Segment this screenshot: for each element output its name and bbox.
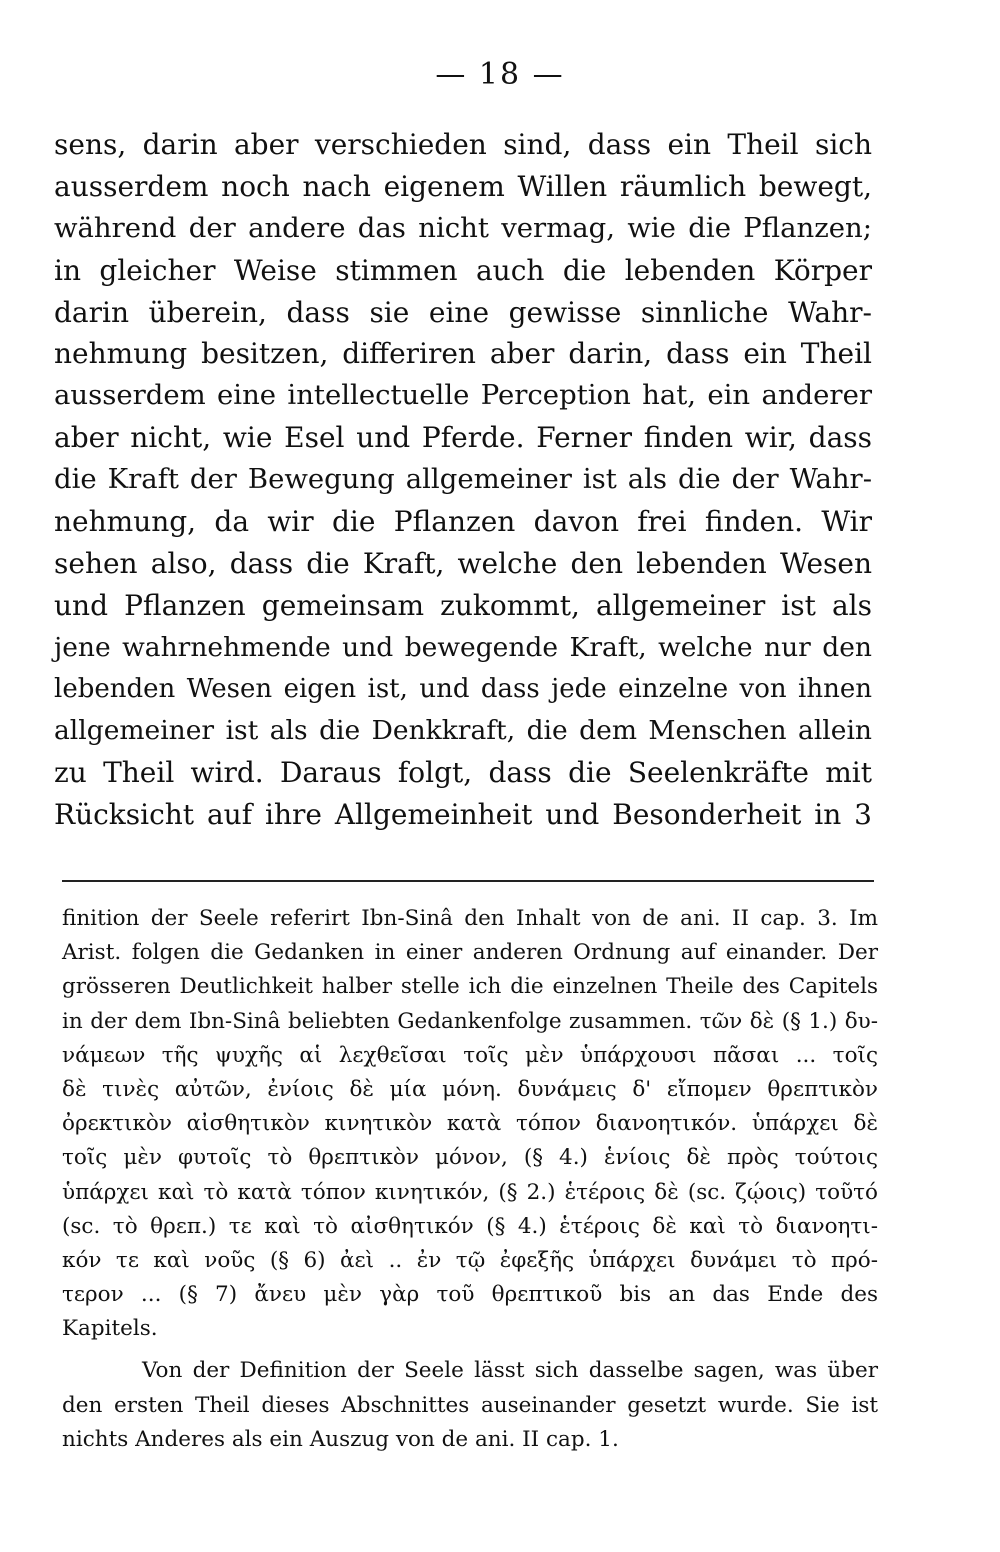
footnote-paragraph-line: nichts Anderes als ein Auszug von de ani. II cap. 1. (62, 1426, 619, 1452)
main-text-line: sehen also, dass die Kraft, welche den lebenden Wesen (54, 546, 872, 580)
page-number: — 18 — (435, 57, 565, 92)
main-text-line: in gleicher Weise stimmen auch die lebenden Körper (54, 253, 872, 287)
main-text-line: sens, darin aber verschieden sind, dass ein Theil sich (54, 128, 872, 161)
footnote-block (62, 902, 878, 1457)
footnote-greek-line: τοῖς μὲν φυτοῖς τὸ θρεπτικὸν μόνον, (§ 4.) ἑνίοις δὲ πρὸς τούτοις (62, 1145, 878, 1171)
footnote-greek-line: δὲ τινὲς αὐτῶν, ἐνίοις δὲ μία μόνη. δυνάμεις δ' εἴπομεν θρεπτικὸν (62, 1076, 878, 1102)
footnote-line: Arist. folgen die Gedanken in einer anderen Ordnung auf einander. Der (62, 940, 878, 966)
main-text-line: Rücksicht auf ihre Allgemeinheit und Besonderheit in 3 (54, 798, 872, 832)
main-text-line: lebenden Wesen eigen ist, und dass jede einzelne von ihnen (54, 673, 872, 704)
main-text-line: ausserdem eine intellectuelle Perception hat, ein anderer (54, 379, 872, 412)
main-text-line: aber nicht, wie Esel und Pferde. Ferner finden wir, dass (54, 421, 872, 455)
footnote-separator-rule (62, 880, 874, 882)
main-text-line: die Kraft der Bewegung allgemeiner ist als die der Wahr- (54, 463, 872, 496)
main-text-line: jene wahrnehmende und bewegende Kraft, welche nur den (54, 631, 872, 663)
footnote-paragraph-line: Von der Definition der Seele lässt sich dasselbe sagen, was über (142, 1358, 878, 1384)
footnote-paragraph-line: den ersten Theil dieses Abschnittes auseinander gesetzt wurde. Sie ist (62, 1392, 878, 1418)
main-text-line: ausserdem noch nach eigenem Willen räumlich bewegt, (54, 169, 872, 203)
footnote-greek-line: (sc. τὸ θρεπ.) τε καὶ τὸ αἰσθητικόν (§ 4.) ἑτέροις δὲ καὶ τὸ διανοητι- (62, 1213, 878, 1239)
footnote-greek-line: τερον ... (§ 7) ἄνευ μὲν γὰρ τοῦ θρεπτικοῦ bis an das Ende des (62, 1282, 878, 1308)
main-text-block (54, 124, 872, 836)
footnote-greek-line: ὑπάρχει καὶ τὸ κατὰ τόπον κινητικόν, (§ 2.) ἑτέροις δὲ (sc. ζῴοις) τοῦτό (62, 1179, 878, 1205)
main-text-line: zu Theil wird. Daraus folgt, dass die Seelenkräfte mit (54, 756, 872, 790)
main-text-line: während der andere das nicht vermag, wie die Pflanzen; (54, 211, 872, 244)
main-text-line: nehmung besitzen, differiren aber darin, dass ein Theil (54, 337, 872, 371)
footnote-greek-line: κόν τε καὶ νοῦς (§ 6) ἀεὶ .. ἐν τῷ ἐφεξῆς ὑπάρχει δυνάμει τὸ πρό- (62, 1247, 878, 1273)
main-text-line: darin überein, dass sie eine gewisse sinnliche Wahr- (54, 295, 872, 329)
footnote-line: in der dem Ibn-Sinâ beliebten Gedankenfolge zusammen. τῶν δὲ (§ 1.) δυ- (62, 1008, 878, 1034)
paragraph-gap (62, 1346, 878, 1354)
main-text-line: nehmung, da wir die Pflanzen davon frei finden. Wir (54, 505, 872, 539)
footnote-line: Kapitels. (62, 1316, 158, 1342)
main-text-line: und Pflanzen gemeinsam zukommt, allgemeiner ist als (54, 588, 872, 622)
footnote-greek-line: νάμεων τῆς ψυχῆς αἱ λεχθεῖσαι τοῖς μὲν ὑπάρχουσι πᾶσαι ... τοῖς (62, 1042, 878, 1068)
main-text-line: allgemeiner ist als die Denkkraft, die dem Menschen allein (54, 715, 872, 747)
footnote-greek-line: ὀρεκτικὸν αἰσθητικὸν κινητικὸν κατὰ τόπον διανοητικόν. ὑπάρχει δὲ (62, 1111, 878, 1137)
footnote-line: finition der Seele referirt Ibn-Sinâ den Inhalt von de ani. II cap. 3. Im (62, 906, 878, 931)
footnote-line: grösseren Deutlichkeit halber stelle ich die einzelnen Theile des Capitels (62, 974, 878, 1000)
